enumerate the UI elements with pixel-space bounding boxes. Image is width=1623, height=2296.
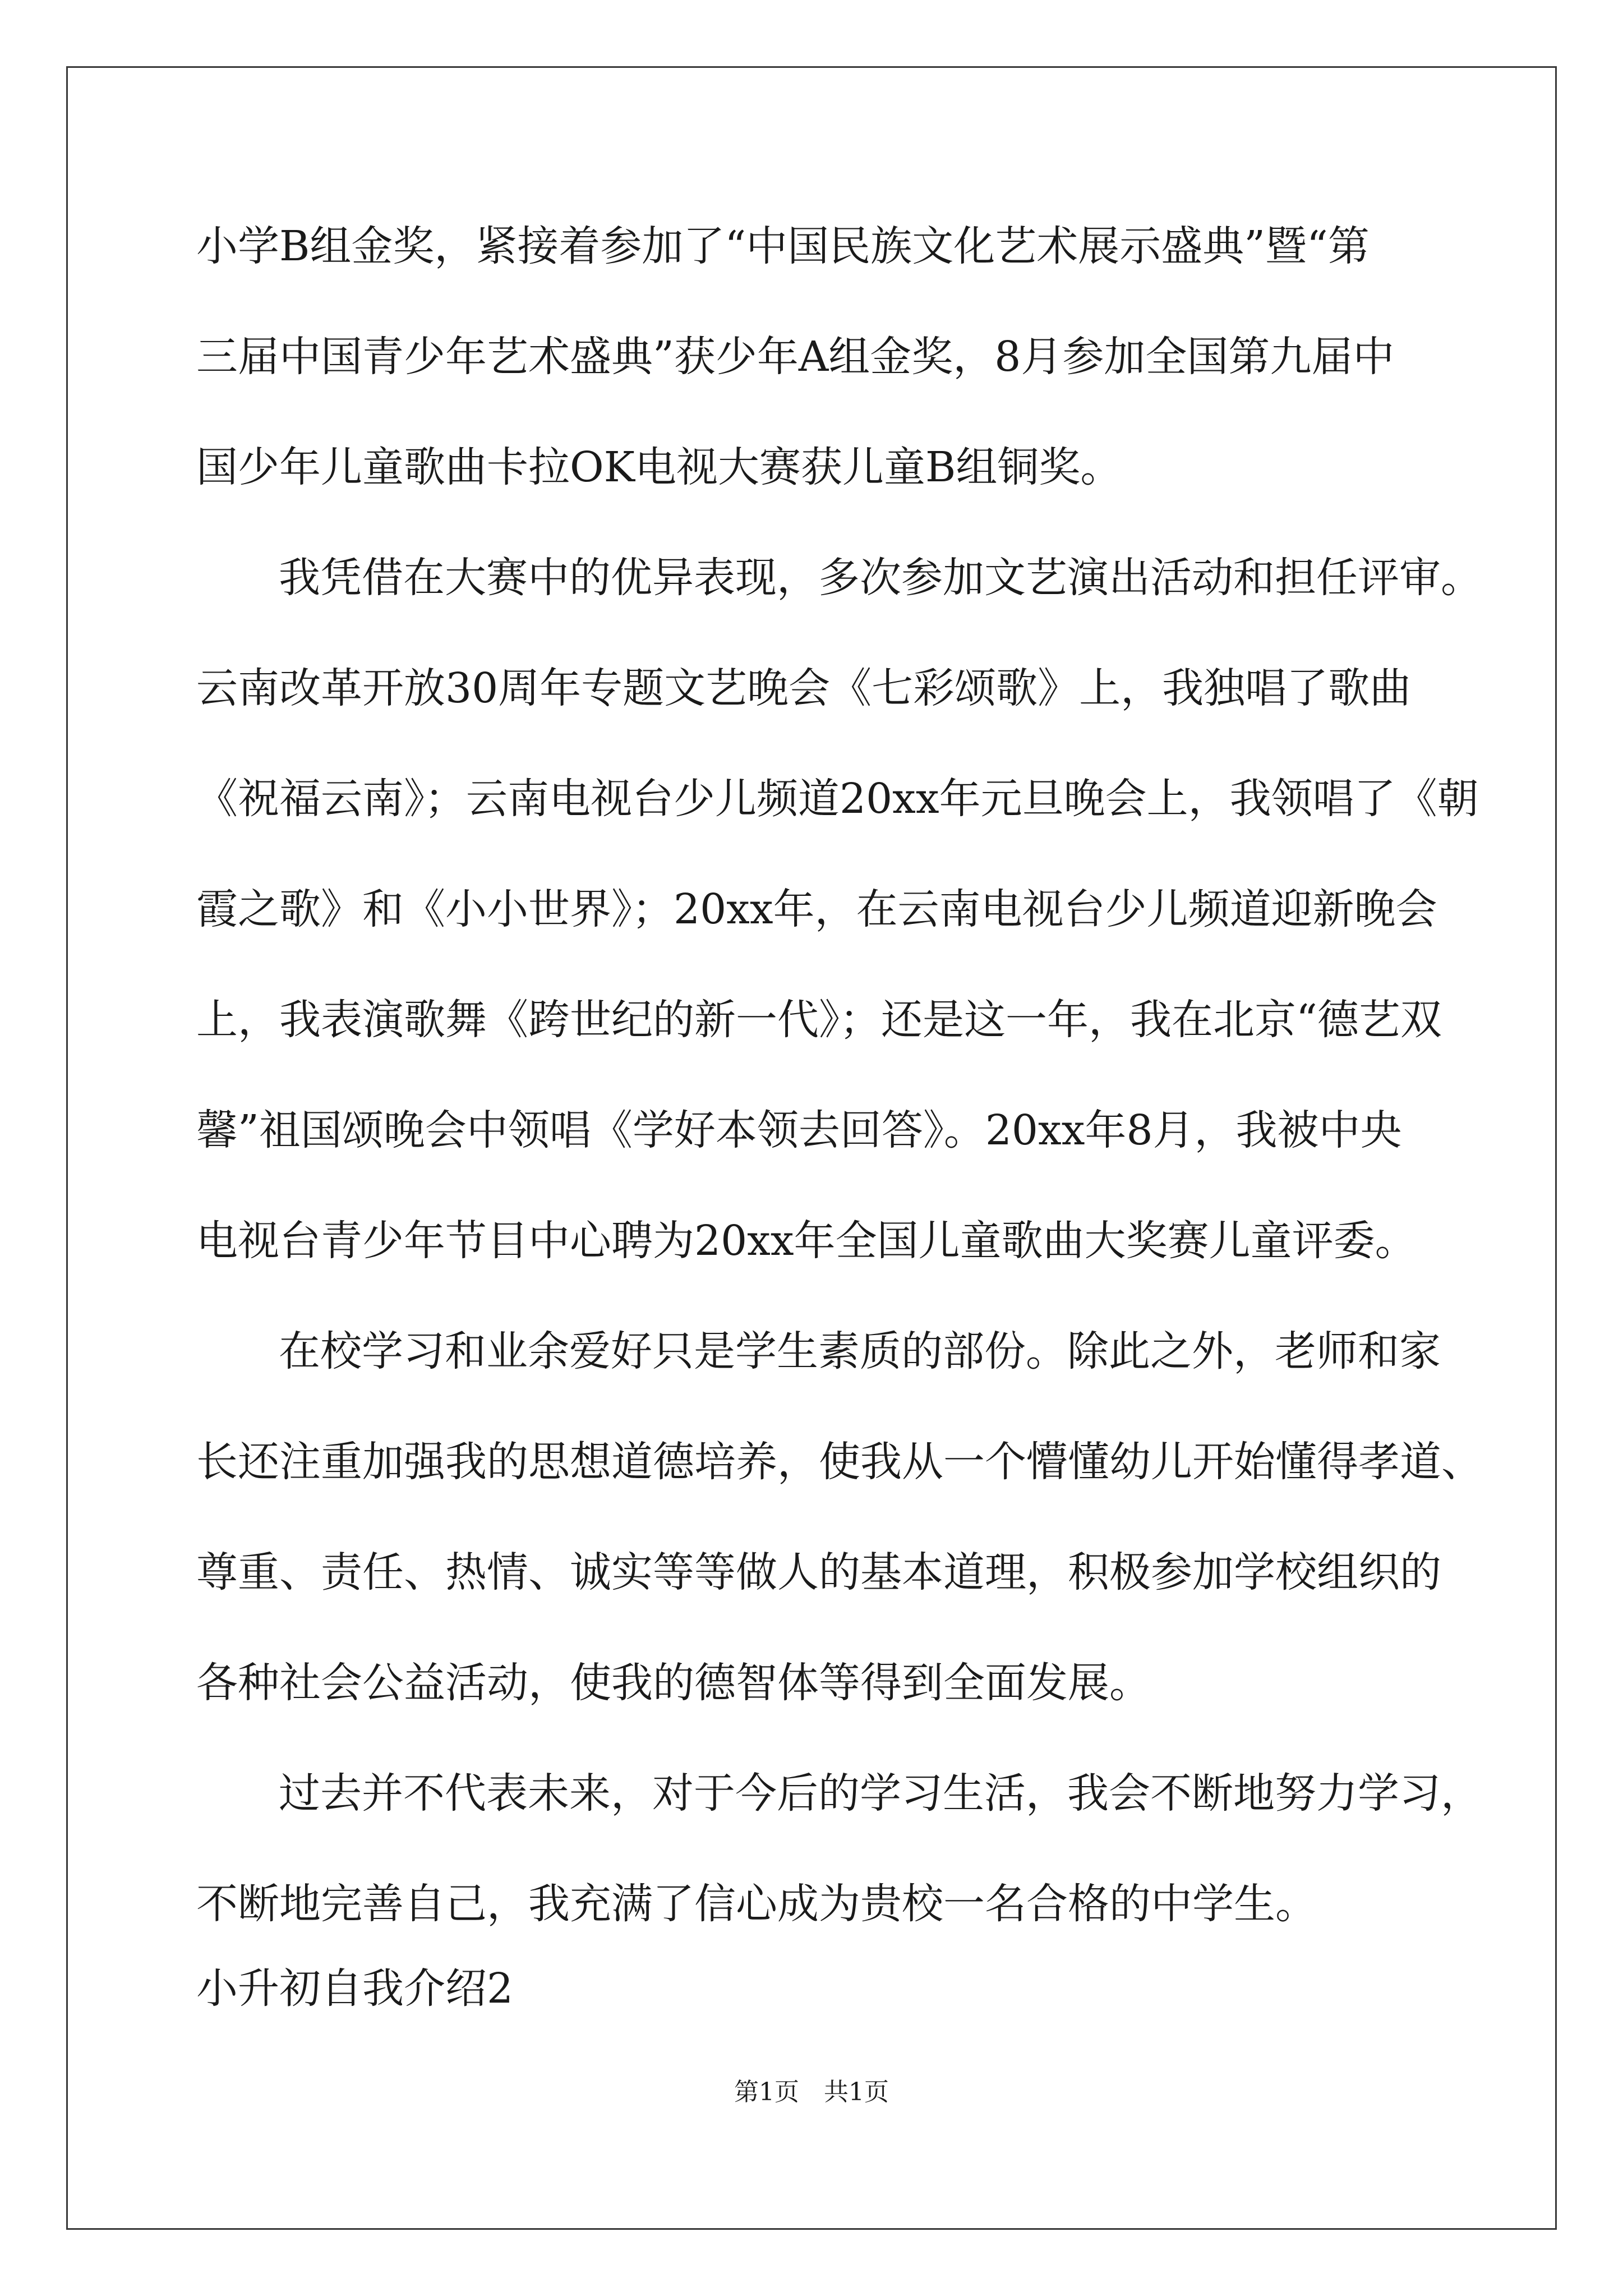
body-line-3: 国少年儿童歌曲卡拉OK电视大赛获儿童B组铜奖。 bbox=[196, 443, 1122, 491]
body-line-11: 在校学习和业余爱好只是学生素质的部份。除此之外，老师和家 bbox=[279, 1327, 1441, 1375]
body-line-13: 尊重、责任、热情、诚实等等做人的基本道理，积极参加学校组织的 bbox=[196, 1548, 1441, 1596]
body-line-1: 小学B组金奖，紧接着参加了“中国民族文化艺术展示盛典”暨“第 bbox=[196, 222, 1370, 270]
body-line-5: 云南改革开放30周年专题文艺晚会《七彩颂歌》上，我独唱了歌曲 bbox=[196, 664, 1412, 712]
page-footer: 第1页 共1页 bbox=[734, 2078, 889, 2106]
body-line-2: 三届中国青少年艺术盛典”获少年A组金奖，8月参加全国第九届中 bbox=[196, 333, 1395, 381]
section-heading: 小升初自我介绍2 bbox=[196, 1964, 514, 2013]
body-line-4: 我凭借在大赛中的优异表现，多次参加文艺演出活动和担任评审。 bbox=[279, 554, 1482, 602]
body-line-6: 《祝福云南》；云南电视台少儿频道20xx年元旦晚会上，我领唱了《朝 bbox=[196, 775, 1479, 823]
body-line-10: 电视台青少年节目中心聘为20xx年全国儿童歌曲大奖赛儿童评委。 bbox=[196, 1217, 1417, 1265]
body-line-9: 馨”祖国颂晚会中领唱《学好本领去回答》。20xx年8月，我被中央 bbox=[196, 1106, 1402, 1154]
body-line-14: 各种社会公益活动，使我的德智体等得到全面发展。 bbox=[196, 1659, 1151, 1707]
body-line-16: 不断地完善自己，我充满了信心成为贵校一名合格的中学生。 bbox=[196, 1880, 1317, 1928]
body-line-12: 长还注重加强我的思想道德培养，使我从一个懵懂幼儿开始懂得孝道、 bbox=[196, 1438, 1483, 1486]
body-line-8: 上，我表演歌舞《跨世纪的新一代》；还是这一年，我在北京“德艺双 bbox=[196, 996, 1442, 1044]
body-line-15: 过去并不代表未来，对于今后的学习生活，我会不断地努力学习， bbox=[279, 1769, 1482, 1818]
body-line-7: 霞之歌》和《小小世界》；20xx年，在云南电视台少儿频道迎新晚会 bbox=[196, 885, 1437, 933]
